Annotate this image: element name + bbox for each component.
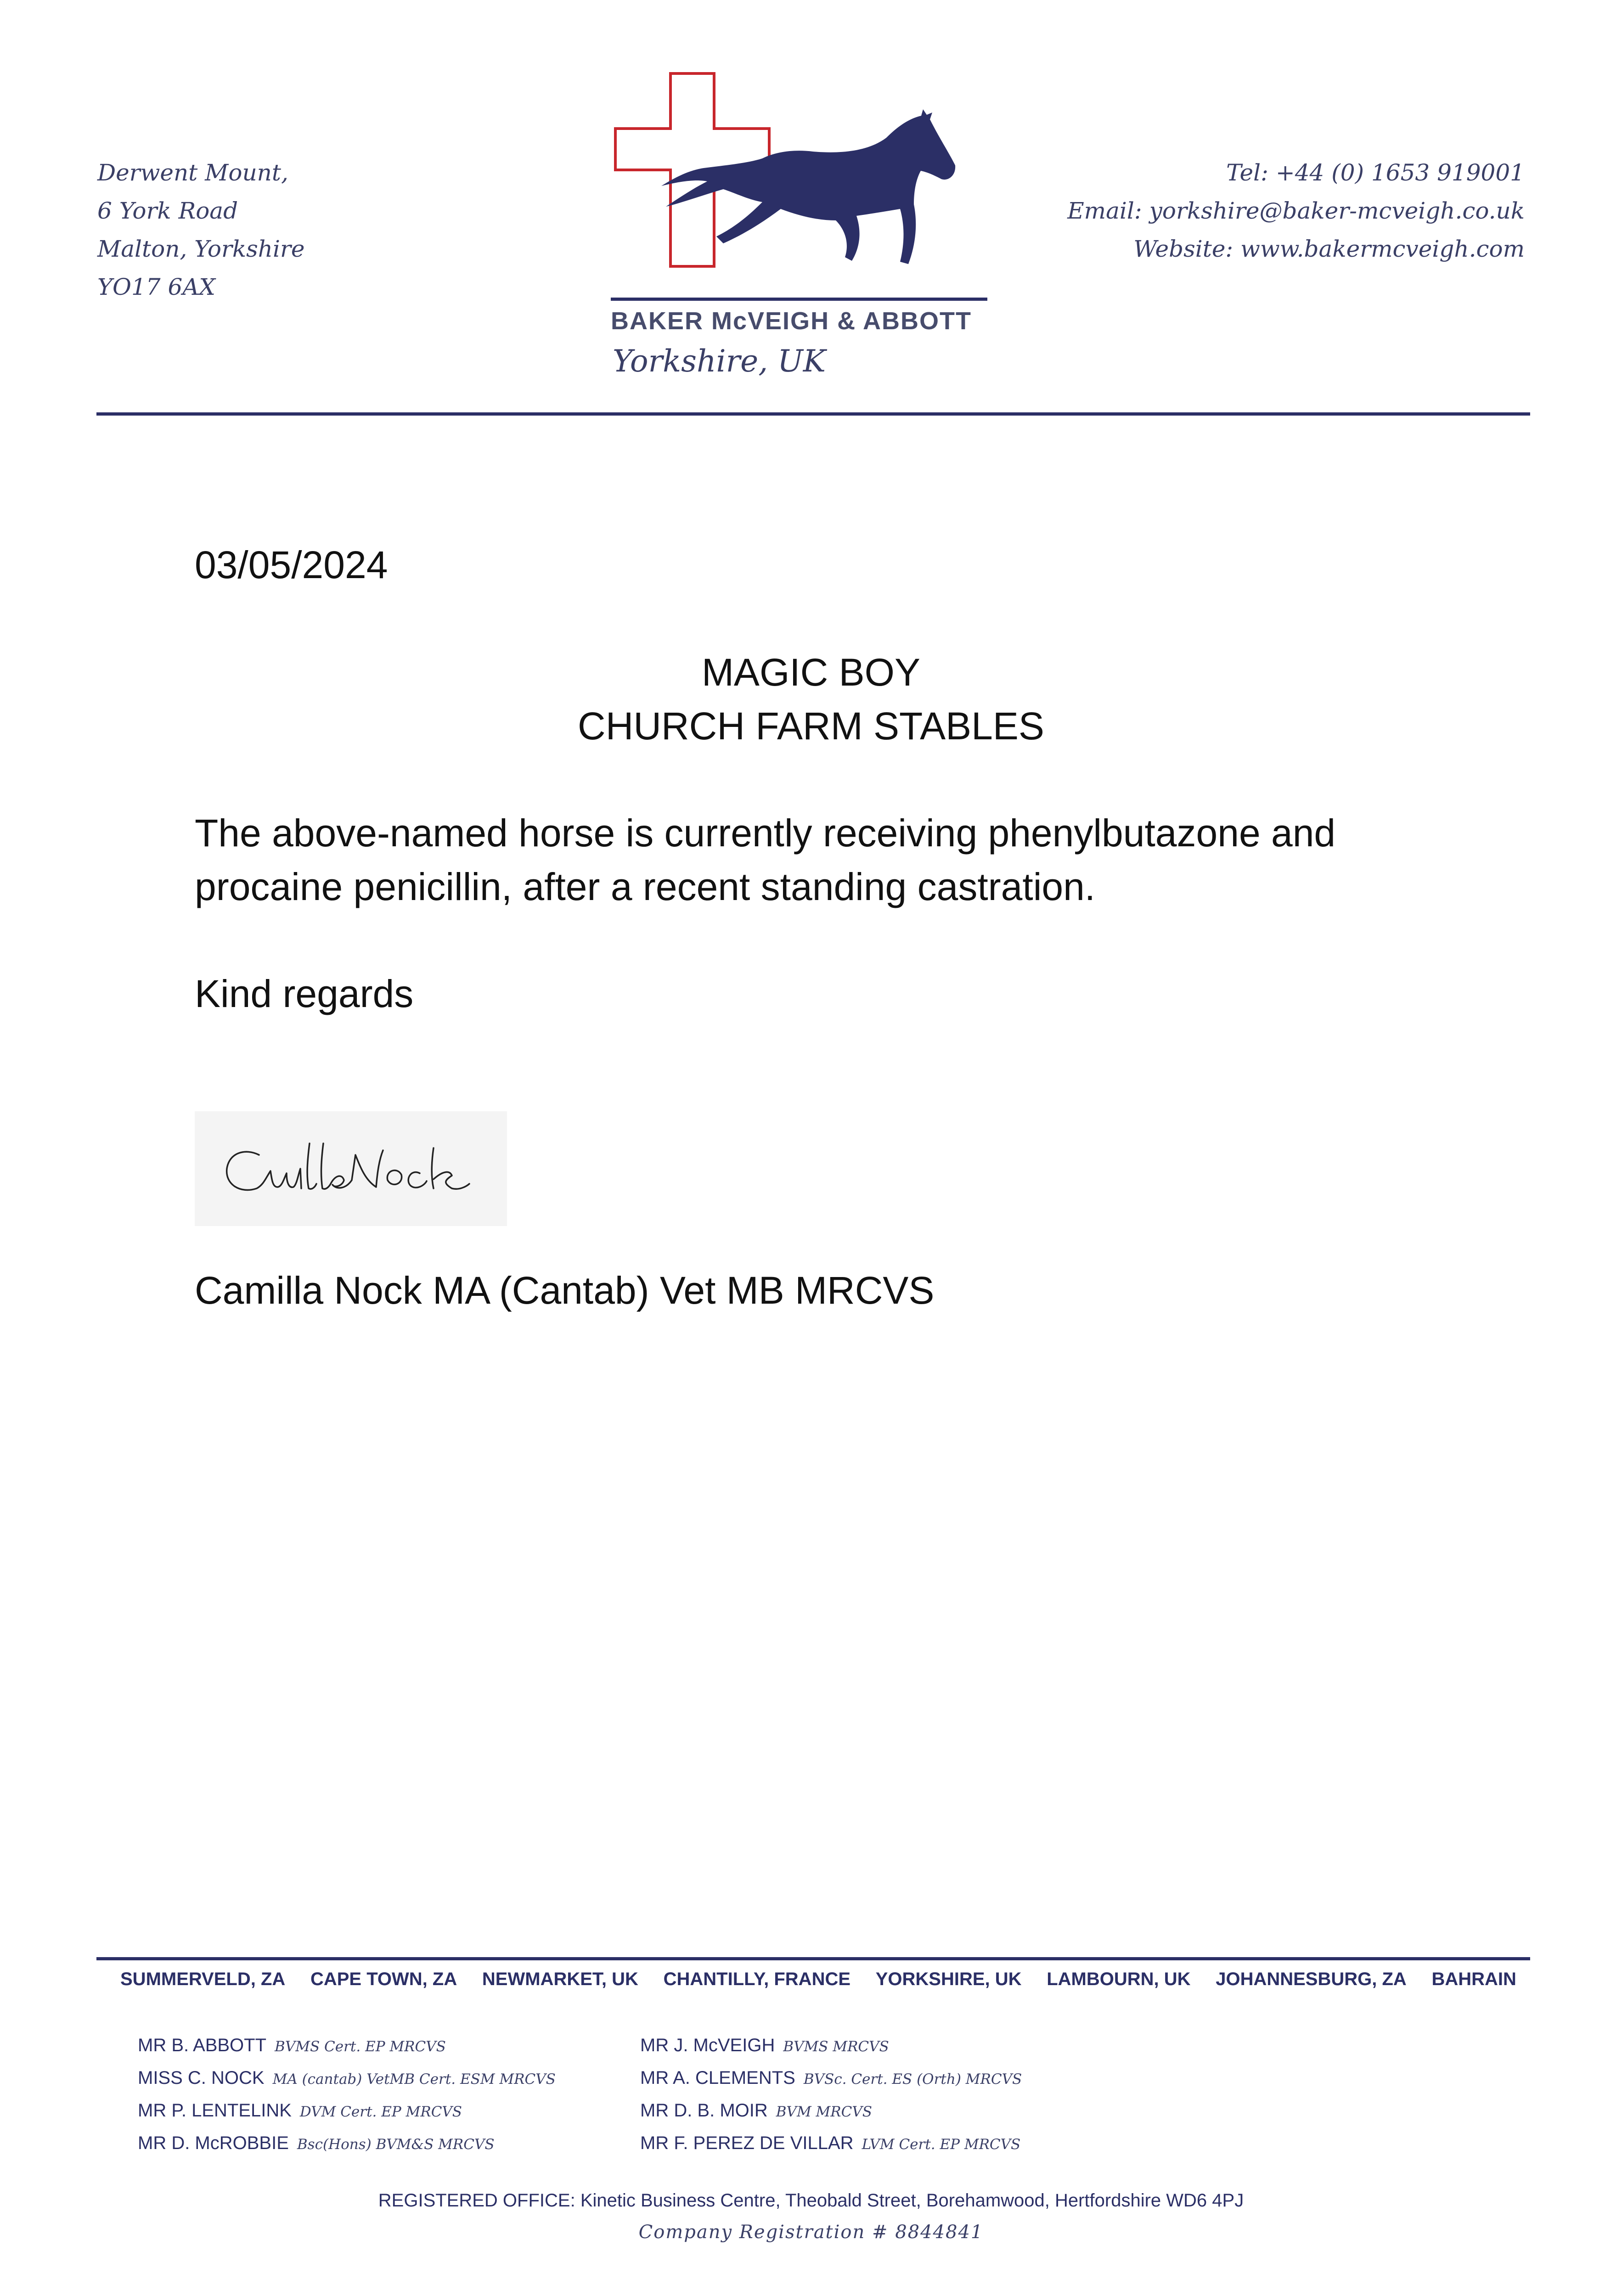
staff-quals: DVM Cert. EP MRCVS (299, 2104, 462, 2120)
staff-name: MR F. PEREZ DE VILLAR (640, 2133, 854, 2153)
staff-quals: BVSc. Cert. ES (Orth) MRCVS (803, 2071, 1022, 2088)
location-item: BAHRAIN (1431, 1969, 1516, 1989)
letter-closing: Kind regards (195, 972, 414, 1015)
location-item: SUMMERVELD, ZA (120, 1969, 286, 1989)
email-text: Email: yorkshire@baker-mcveigh.co.uk (1067, 197, 1525, 224)
staff-name: MR J. McVEIGH (640, 2035, 775, 2055)
letter-date: 03/05/2024 (195, 543, 388, 586)
staff-name: MR D. B. MOIR (640, 2100, 768, 2121)
address-line: YO17 6AX (97, 274, 216, 300)
staff-quals: Bsc(Hons) BVM&S MRCVS (297, 2136, 495, 2153)
staff-quals: BVMS MRCVS (783, 2038, 889, 2055)
address-line: Derwent Mount, (97, 159, 288, 186)
header-divider (96, 412, 1530, 416)
staff-quals: LVM Cert. EP MRCVS (862, 2136, 1021, 2153)
website-text: Website: www.bakermcveigh.com (1133, 236, 1525, 262)
registered-office: REGISTERED OFFICE: Kinetic Business Centre, Theobald Street, Borehamwood, Hertfordshire WD6 4PJ (378, 2190, 1244, 2211)
staff-name: MR D. McROBBIE (138, 2133, 289, 2153)
staff-entry (138, 2095, 556, 2127)
staff-list-left (138, 2030, 556, 2160)
staff-entry (138, 2030, 556, 2062)
address-line: Malton, Yorkshire (97, 236, 305, 262)
staff-quals: MA (cantab) VetMB Cert. ESM MRCVS (272, 2071, 556, 2088)
staff-name: MR A. CLEMENTS (640, 2068, 795, 2088)
staff-entry (138, 2062, 556, 2095)
signature-image (195, 1111, 507, 1226)
location-item: LAMBOURN, UK (1047, 1969, 1191, 1989)
practice-contact (1067, 154, 1525, 268)
firm-name: BAKER McVEIGH & ABBOTT (611, 307, 972, 335)
cross-horse-icon (611, 69, 987, 326)
handwritten-signature (195, 1111, 507, 1226)
body-line: procaine penicillin, after a recent standing castration. (195, 865, 1096, 908)
staff-entry (640, 2095, 1022, 2127)
company-registration: Company Registration # 8844841 (638, 2222, 984, 2243)
location-item: NEWMARKET, UK (482, 1969, 638, 1989)
stable-name: CHURCH FARM STABLES (578, 704, 1044, 748)
staff-quals: BVMS Cert. EP MRCVS (275, 2038, 446, 2055)
staff-name: MISS C. NOCK (138, 2068, 265, 2088)
location-item: CHANTILLY, FRANCE (663, 1969, 851, 1989)
staff-entry (640, 2030, 1022, 2062)
phone-text: Tel: +44 (0) 1653 919001 (1226, 159, 1525, 186)
practice-address (97, 154, 305, 306)
location-item: CAPE TOWN, ZA (310, 1969, 457, 1989)
staff-entry (640, 2062, 1022, 2095)
body-line: The above-named horse is currently receiving phenylbutazone and (195, 811, 1336, 855)
staff-quals: BVM MRCVS (776, 2104, 872, 2120)
horse-name: MAGIC BOY (701, 651, 921, 694)
signer-name: Camilla Nock MA (Cantab) Vet MB MRCVS (195, 1269, 935, 1312)
staff-entry (138, 2127, 556, 2160)
address-line: 6 York Road (97, 197, 238, 224)
practice-logo (611, 69, 987, 326)
letter-subject (0, 646, 1622, 753)
letter-body (195, 806, 1435, 914)
staff-name: MR P. LENTELINK (138, 2100, 292, 2121)
staff-name: MR B. ABBOTT (138, 2035, 267, 2055)
office-locations (120, 1969, 1516, 1990)
staff-entry (640, 2127, 1022, 2160)
footer-divider (96, 1957, 1530, 1960)
location-item: JOHANNESBURG, ZA (1216, 1969, 1407, 1989)
location-item: YORKSHIRE, UK (875, 1969, 1022, 1989)
staff-list-right (640, 2030, 1022, 2160)
firm-location: Yorkshire, UK (613, 343, 826, 379)
